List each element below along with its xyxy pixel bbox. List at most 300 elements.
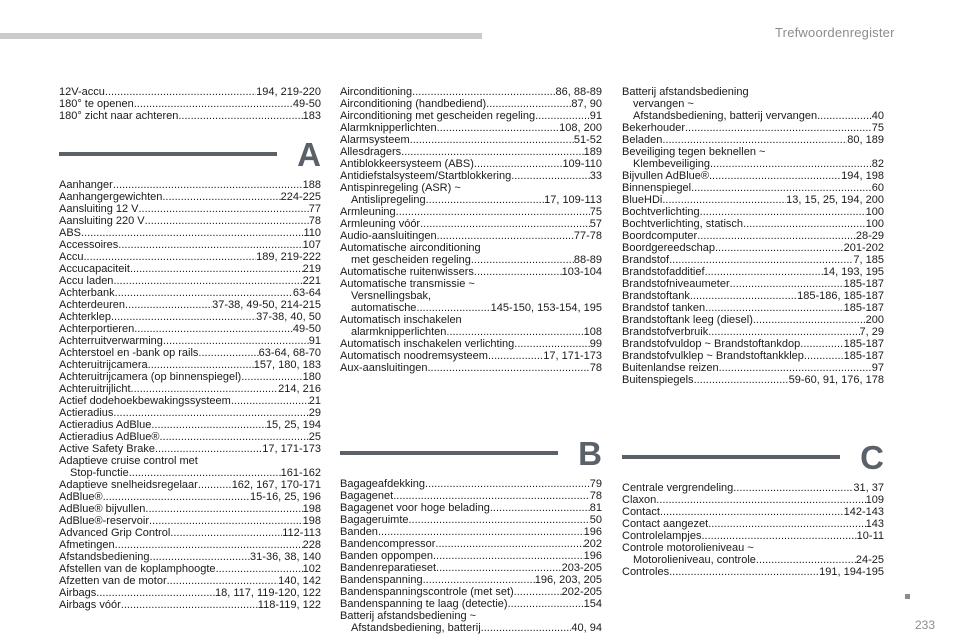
page-reference: 88-89 [573,254,602,266]
dot-leader [125,299,212,311]
index-term: Airconditioning [340,86,413,98]
dot-leader [705,266,823,278]
index-term: Alarmsysteem [340,134,410,146]
index-entry-heading: vervangen ~ [633,98,694,110]
index-entry [622,362,884,374]
page-reference: 189 [583,146,602,158]
index-term: Brandstof tanken [622,302,706,314]
dot-leader [113,179,303,191]
dot-leader [669,566,819,578]
index-entry [59,407,321,419]
dot-leader [103,491,250,503]
page-reference: 10-11 [856,530,884,542]
page-reference: 109 [865,494,884,506]
dot-leader [393,490,590,502]
index-entry [622,110,884,122]
page-reference: 49-50 [292,323,321,335]
page-reference: 108 [583,326,602,338]
dot-leader [662,134,847,146]
dot-leader [378,526,584,538]
index-entry [622,374,884,386]
index-entry [340,502,602,514]
index-term: Armleuning [340,206,396,218]
index-entry [59,86,321,98]
index-column-1 [59,86,321,611]
dot-leader [817,110,872,122]
index-entry-heading: Antispinregeling (ASR) ~ [340,182,461,194]
index-term: Automatisch noodremsysteem [340,350,488,362]
page-reference: 24-25 [855,554,884,566]
section-letter: A [297,136,321,173]
index-entry [340,338,602,350]
index-entry [340,218,602,230]
index-entry [340,526,602,538]
dot-leader [656,494,865,506]
index-entry [340,514,602,526]
dot-leader [436,562,562,574]
page-reference: 21 [308,395,321,407]
index-term: 180° zicht naar achteren [59,110,179,122]
page-reference: 17, 171-173 [262,443,321,455]
index-entry [622,494,884,506]
page-reference: 57 [589,218,602,230]
index-entry [622,158,884,170]
index-term: Automatisch inschakelen verlichting [340,338,515,350]
page-reference: 198 [302,515,321,527]
page-reference: 161-162 [280,467,321,479]
index-term: Achterbank [59,287,115,299]
dot-leader [396,206,590,218]
dot-leader [685,122,872,134]
page-reference: 17, 109-113 [544,194,602,206]
index-entry [622,182,884,194]
index-entry [340,134,602,146]
page-reference: 78 [589,362,602,374]
page-reference: 40, 94 [571,622,602,634]
page-reference: 194, 219-220 [256,86,321,98]
dot-leader [426,194,544,206]
dot-leader [535,110,590,122]
page-reference: 180 [302,371,321,383]
dot-leader [131,383,279,395]
index-term: Antiblokkeersysteem (ABS) [340,158,474,170]
index-term: Motorolieniveau, controle [633,554,756,566]
page-reference: 97 [871,362,884,374]
dot-leader [446,326,583,338]
dot-leader [130,263,303,275]
dot-leader [401,146,584,158]
page-reference: 15-16, 25, 196 [250,491,321,503]
index-term: Bijvullen AdBlue® [622,170,709,182]
page-reference: 78 [589,490,602,502]
index-term: Klembeveiliging [633,158,711,170]
index-term: Adaptieve snelheidsregelaar [59,479,198,491]
index-term: Brandstofadditief [622,266,705,278]
dot-leader [709,170,841,182]
dot-leader [705,302,843,314]
page-reference: 157, 180, 183 [253,359,321,371]
index-entry [59,335,321,347]
index-entry [622,290,884,302]
page-reference: 194, 198 [841,170,884,182]
index-entry-heading: Automatische airconditioning [340,242,481,254]
dot-leader [423,574,535,586]
page-reference: 25 [308,431,321,443]
index-entry [59,527,321,539]
dot-leader [167,575,279,587]
page-reference: 37-38, 40, 50 [256,311,321,323]
index-term: Airbags vóór [59,599,121,611]
dot-leader [113,407,308,419]
dot-leader [730,278,844,290]
dot-leader [715,242,844,254]
page-reference: 185-187 [843,278,884,290]
index-entry [59,515,321,527]
dot-leader [159,431,308,443]
index-entry [59,359,321,371]
page-reference: 78 [308,215,321,227]
index-entry [59,575,321,587]
dot-leader [163,335,309,347]
index-term: Brandstoftank leeg (diesel) [622,314,753,326]
section-divider [622,455,840,459]
index-entry [340,574,602,586]
page-reference: 75 [589,206,602,218]
index-term: Accu [59,251,84,263]
index-term: Airconditioning (handbediend) [340,98,487,110]
index-term: Contact aangezet [622,518,709,530]
index-entry [59,323,321,335]
index-term: Airconditioning met gescheiden regeling [340,110,536,122]
page-reference: 51-52 [573,134,602,146]
index-entry [59,419,321,431]
section-divider [59,152,277,156]
index-entry [340,170,602,182]
index-entry [622,218,884,230]
page-reference: 107 [302,239,321,251]
page-reference: 202-205 [561,586,602,598]
index-entry [622,482,884,494]
index-entry [622,530,884,542]
page-reference: 63-64 [292,287,321,299]
index-term: Afstandsbediening, batterij [351,622,481,634]
index-term: Actieradius AdBlue [59,419,152,431]
page-reference: 110 [303,227,321,239]
index-term: 180° te openen [59,98,134,110]
page-number: 233 [915,618,936,632]
dot-leader [231,395,309,407]
page-header-title: Trefwoordenregister [775,25,895,40]
header-bar [0,33,482,39]
section-letter: C [860,439,884,476]
dot-leader [162,191,280,203]
index-entry [59,479,321,491]
index-term: alarmknipperlichten [351,326,447,338]
index-entry-heading: Controle motorolieniveau ~ [622,542,754,554]
dot-leader [241,371,302,383]
index-term: Brandstofniveaumeter [622,278,730,290]
index-column-2 [340,86,602,634]
page-reference: 200 [865,314,884,326]
index-term: AdBlue® [59,491,103,503]
index-entry [622,506,884,518]
index-term: Brandstof [622,254,670,266]
dot-leader [694,374,789,386]
dot-leader [198,479,232,491]
index-entry [59,551,321,563]
dot-leader [170,527,282,539]
dot-leader [514,338,589,350]
index-list-a-continued [340,86,602,374]
page-reference: 185-187 [843,302,884,314]
index-term: Audio-aansluitingen [340,230,437,242]
index-term: Bandenreparatieset [340,562,437,574]
index-term: Brandstoftank [622,290,690,302]
page-reference: 185-187 [843,338,884,350]
dot-leader [129,467,281,479]
index-term: Active Safety Brake [59,443,155,455]
index-term: Achteruitrijcamera (op binnenspiegel) [59,371,242,383]
index-term: BlueHDi [622,194,663,206]
index-entry [340,86,602,98]
index-column-3 [622,86,884,578]
dot-leader [511,170,590,182]
index-list-b [340,478,602,634]
index-term: Boordcomputer [622,230,698,242]
index-entry-heading: Versnellingsbak, [351,290,432,302]
dot-leader [118,239,302,251]
page-reference: 14, 193, 195 [822,266,884,278]
index-term: Armleuning vóór [340,218,421,230]
index-term: Achterklep [59,311,111,323]
page-reference: 99 [589,338,602,350]
index-term: Achterdeuren [59,299,126,311]
index-term: Bekerhouder [622,122,685,134]
index-entry [59,299,321,311]
dot-leader [150,551,251,563]
index-term: 12V-accu [59,86,105,98]
index-entry [622,314,884,326]
dot-leader [420,218,590,230]
index-term: Aanhangergewichten [59,191,163,203]
page-reference: 143 [865,518,884,530]
page-reference: 87, 90 [571,98,602,110]
page-reference: 102 [302,563,321,575]
index-entry [340,110,602,122]
index-term: Boordgereedschap [622,242,715,254]
index-list-a [59,179,321,611]
index-entry [622,170,884,182]
index-entry [340,158,602,170]
dot-leader [514,586,562,598]
index-entry [59,599,321,611]
index-entry [622,518,884,530]
index-term: Aanhanger [59,179,113,191]
dot-leader [804,350,844,362]
index-term: Centrale vergrendeling [622,482,734,494]
index-term: Achterruitverwarming [59,335,163,347]
index-term: Antislipregeling [351,194,426,206]
index-entry [340,622,602,634]
index-term: Afzetten van de motor [59,575,167,587]
index-entry [59,431,321,443]
index-entry [622,302,884,314]
index-entry-heading: Batterij afstandsbediening [622,86,749,98]
index-term: Bagagenet [340,490,394,502]
dot-leader [710,158,872,170]
index-term: Accucapaciteit [59,263,130,275]
index-entry [340,230,602,242]
index-term: Bagageafdekking [340,478,426,490]
dot-leader [435,538,583,550]
index-entry [622,230,884,242]
dot-leader [409,514,590,526]
dot-leader [83,251,256,263]
index-entry [59,443,321,455]
index-entry [59,287,321,299]
dot-leader [105,86,256,98]
index-term: Banden oppompen [340,550,433,562]
page-reference: 31, 37 [853,482,884,494]
index-entry [622,566,884,578]
page-reference: 189, 219-222 [256,251,321,263]
index-term: Actieradius AdBlue® [59,431,160,443]
page-reference: 29 [308,407,321,419]
dot-leader [756,554,856,566]
index-term: Bochtverlichting, statisch [622,218,744,230]
index-term: Stop-functie [70,467,129,479]
index-entry [59,251,321,263]
page-reference: 118-119, 122 [257,599,321,611]
index-term: Afstellen van de koplamphoogte [59,563,216,575]
page-reference: 191, 194-195 [819,566,884,578]
index-entry [340,146,602,158]
index-entry [340,302,602,314]
dot-leader [719,362,872,374]
page-reference: 109-110 [562,158,602,170]
index-term: met gescheiden regeling [351,254,471,266]
dot-leader [412,86,555,98]
dot-leader [708,326,859,338]
index-term: Aansluiting 12 V [59,203,139,215]
page-reference: 59-60, 91, 176, 178 [788,374,884,386]
index-entry [59,467,321,479]
index-term: Automatische ruitenwissers [340,266,474,278]
dot-leader [471,254,574,266]
index-term: Binnenspiegel [622,182,692,194]
index-term: Bandenspanningscontrole (met set) [340,586,514,598]
page-reference: 33 [589,170,602,182]
index-entry [59,383,321,395]
dot-leader [691,182,872,194]
page-reference: 201-202 [843,242,884,254]
page-reference: 196 [583,526,602,538]
page-reference: 77 [308,203,321,215]
page-marker [905,594,910,599]
index-term: Beladen [622,134,663,146]
index-entry [340,122,602,134]
page-reference: 31-36, 38, 140 [250,551,321,563]
index-entry [622,194,884,206]
index-term: Advanced Grip Control [59,527,171,539]
page-reference: 91 [589,110,602,122]
index-term: Brandstofverbruik [622,326,709,338]
index-list-numeric [59,86,321,122]
index-term: Bagagenet voor hoge belading [340,502,490,514]
dot-leader [437,230,574,242]
index-term: ABS [59,227,82,239]
index-entry [340,98,602,110]
page-reference: 50 [589,514,602,526]
page-reference: 91 [308,335,321,347]
page-reference: 185-186, 185-187 [797,290,884,302]
page-reference: 103-104 [561,266,602,278]
index-term: Antidiefstalsysteem/Startblokkering [340,170,512,182]
index-entry [622,278,884,290]
index-entry-heading: Batterij afstandsbediening ~ [340,610,477,622]
index-term: Brandstofvuldop ~ Brandstoftankdop [622,338,801,350]
index-entry [59,491,321,503]
dot-leader [800,338,843,350]
dot-leader [743,218,866,230]
index-entry [59,563,321,575]
index-entry [622,134,884,146]
index-term: Achteruitrijcamera [59,359,148,371]
page-reference: 7, 29 [859,326,884,338]
index-entry [340,194,602,206]
dot-leader [488,350,543,362]
page-reference: 81 [589,502,602,514]
page-reference: 142-143 [843,506,884,518]
dot-leader [474,266,562,278]
index-entry [622,338,884,350]
dot-leader [198,347,258,359]
index-term: Afstandsbediening [59,551,150,563]
index-term: Bandenspanning [340,574,423,586]
section-divider [340,451,558,455]
index-entry [340,326,602,338]
dot-leader [416,302,490,314]
dot-leader [662,194,786,206]
index-entry [340,350,602,362]
index-term: Bagageruimte [340,514,409,526]
dot-leader [697,230,856,242]
index-entry [622,326,884,338]
index-entry [59,275,321,287]
index-term: Achterportieren [59,323,135,335]
page-reference: 188 [302,179,321,191]
dot-leader [660,506,844,518]
index-list-c [622,482,884,578]
dot-leader [139,203,309,215]
dot-leader [113,275,302,287]
index-term: Banden [340,526,378,538]
page-reference: 13, 15, 25, 194, 200 [786,194,884,206]
index-term: Achteruitrijlicht [59,383,131,395]
dot-leader [733,482,853,494]
index-entry [340,254,602,266]
dot-leader [700,206,866,218]
index-term: Bandencompressor [340,538,436,550]
page-reference: 40 [871,110,884,122]
page-reference: 202 [583,538,602,550]
index-term: Allesdragers [340,146,402,158]
index-term: Afstandsbediening, batterij vervangen [633,110,818,122]
page-reference: 80, 189 [847,134,884,146]
index-entry-heading: Adaptieve cruise control met [59,455,198,467]
index-entry [59,371,321,383]
page-reference: 17, 171-173 [543,350,602,362]
